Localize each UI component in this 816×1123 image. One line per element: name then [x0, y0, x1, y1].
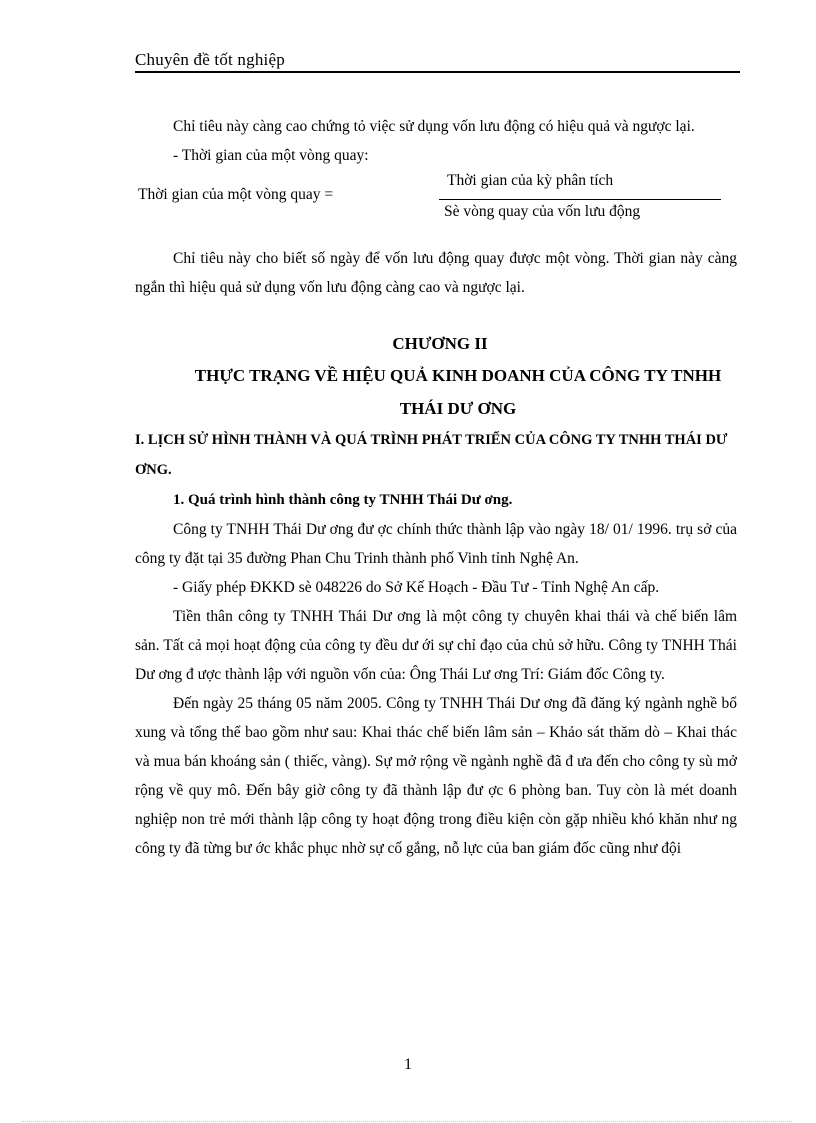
page-number: 1: [404, 1056, 412, 1073]
paragraph-indicator-meaning: Chỉ tiêu này càng cao chứng tỏ việc sử dụng vốn lưu động có hiệu quả và ngược lại.: [173, 118, 695, 135]
turnover-time-formula: [135, 170, 737, 230]
formula-left-side: Thời gian của một vòng quay =: [138, 186, 334, 203]
chapter-number: CHƯƠNG II: [392, 334, 488, 353]
formula-numerator: Thời gian của kỳ phân tích: [447, 172, 614, 189]
page-header-title: Chuyên đề tốt nghiệp: [135, 50, 285, 69]
formula-fraction-bar: [439, 199, 721, 200]
page-bottom-border: [22, 1121, 792, 1122]
paragraph-founding: Công ty TNHH Thái Dư ơng đư ợc chính thức thành lập vào ngày 18/ 01/ 1996. trụ sở của công ty đặt tại 35 đường Phan Chu Trinh thành phố Vinh tỉnh Nghệ An.: [135, 521, 737, 567]
section-heading: I. LỊCH SỬ HÌNH THÀNH VÀ QUÁ TRÌNH PHÁT TRIỂN CỦA CÔNG TY TNHH THÁI DƯ ƠNG.: [135, 432, 728, 478]
header-divider: [135, 71, 740, 73]
paragraph-expansion: Đến ngày 25 tháng 05 năm 2005. Công ty TNHH Thái Dư ơng đã đăng ký ngành nghề bổ xung và tổng thể bao gồm như sau: Khai thác chế biến lâm sản – Khảo sát thăm dò – Khai thác và mua bán khoáng sản ( thiếc, vàng). Sự mở rộng về ngành nghề đã đ ưa đến cho công ty sù mở rộng về quy mô. Đến bây giờ công ty đã thành lập đư ợc 6 phòng ban. Tuy còn là mét doanh nghiệp non trẻ mới thành lập công ty hoạt động trong điều kiện còn gặp nhiều khó khăn như ng công ty đã từng bư ớc khắc phục nhờ sự cố gắng, nỗ lực của ban giám đốc cũng như đội: [135, 695, 737, 857]
paragraph-business-license: - Giấy phép ĐKKD sè 048226 do Sở Kế Hoạch - Đầu Tư - Tỉnh Nghệ An cấp.: [173, 579, 660, 596]
chapter-title: THỰC TRẠNG VỀ HIỆU QUẢ KINH DOANH CỦA CÔNG TY TNHH THÁI DƯ ƠNG: [194, 366, 722, 418]
paragraph-turnover-explanation: Chỉ tiêu này cho biết số ngày để vốn lưu động quay được một vòng. Thời gian này càng ngắn thì hiệu quả sử dụng vốn lưu động càng cao và ngược lại.: [135, 250, 737, 296]
subsection-heading: 1. Quá trình hình thành công ty TNHH Thái Dư ơng.: [173, 492, 513, 508]
document-body: [135, 112, 737, 863]
paragraph-turnover-time-label: - Thời gian của một vòng quay:: [173, 147, 369, 164]
paragraph-predecessor: Tiền thân công ty TNHH Thái Dư ơng là một công ty chuyên khai thái và chế biến lâm sản. Tất cả mọi hoạt động của công ty đều dư ới sự chỉ đạo của chủ sở hữu. Công ty TNHH Thái Dư ơng đ ược thành lập với nguồn vốn của: Ông Thái Lư ơng Trí: Giám đốc Công ty.: [135, 608, 737, 683]
formula-denominator: Sè vòng quay của vốn lưu động: [444, 203, 641, 220]
